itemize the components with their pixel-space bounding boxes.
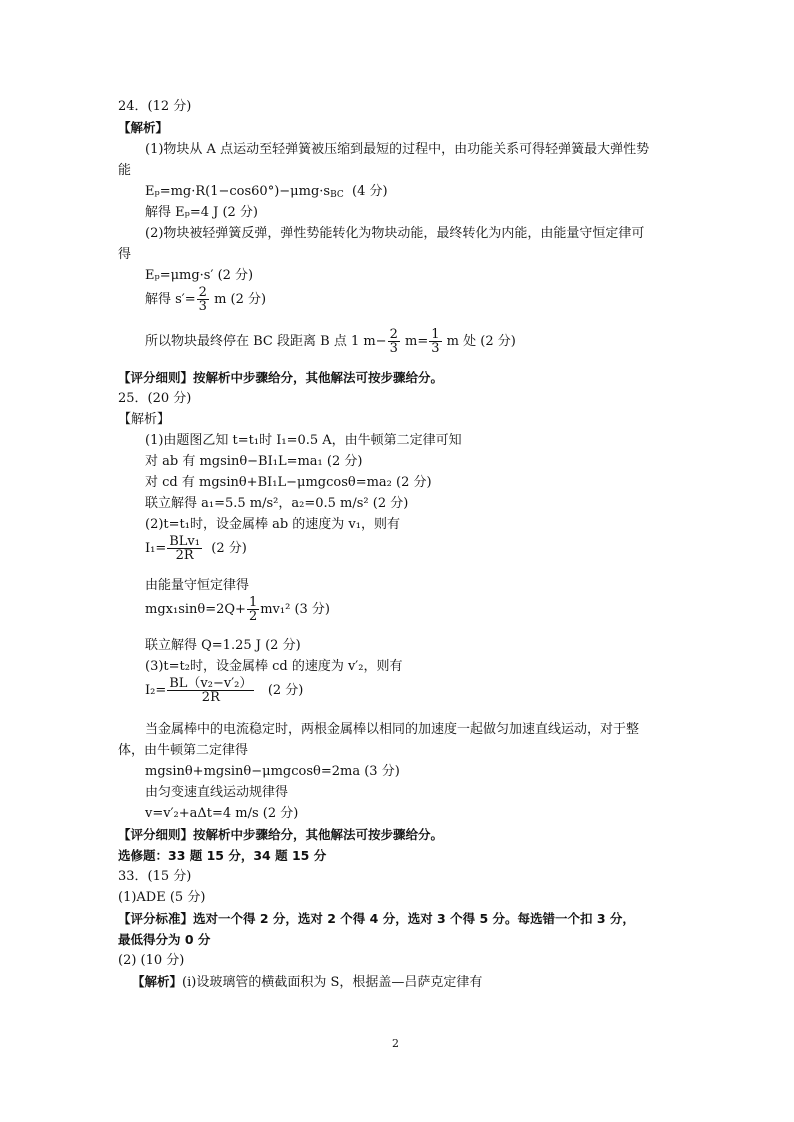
- q25-eq-energy: mgx₁sinθ=2Q+ $\frac{1}{2}$ mv₁² (3 分): [145, 595, 330, 624]
- q25-scoring-rule: 【评分细则】按解析中步骤给分，其他解法可按步骤给分。: [118, 827, 444, 842]
- q24-solve-s: 解得 s′= $\frac{2}{3}$ m (2 分): [145, 285, 267, 314]
- q25-line9: 联立解得 Q=1.25 J (2 分): [145, 638, 301, 653]
- q25-line15: v=v′₂+aΔt=4 m/s (2 分): [145, 806, 299, 821]
- q25-line5: (2)t=t₁时，设金属棒 ab 的速度为 v₁，则有: [145, 517, 400, 532]
- q24-line5: Eₚ=μmg·s′ (2 分): [145, 268, 254, 283]
- q24-analysis-tag: 【解析】: [118, 120, 169, 135]
- q24-final-position: 所以物块最终停在 BC 段距离 B 点 1 m− $\frac{2}{3}$ m= $\frac{1}{3}$ m 处 (2 分): [145, 327, 516, 356]
- q25-line4: 联立解得 a₁=5.5 m/s²，a₂=0.5 m/s² (2 分): [145, 496, 409, 511]
- q25-line7: 由能量守恒定律得: [145, 578, 250, 593]
- fraction: $\frac{\text{BL（v₂−v′₂）}}{2R}$: [169, 676, 253, 705]
- q33-part2-heading: (2) (10 分): [118, 953, 185, 968]
- fraction: $\frac{2}{3}$: [389, 327, 398, 356]
- q24-eq-ep: $E_p=mg\cdot R(1-\cos 60^\circ)-\mu mg\cdot s_{BC}$ (4 分): [145, 184, 388, 200]
- q24-line4-cont: 得: [118, 247, 132, 262]
- q24-heading: 24．(12 分): [118, 99, 192, 114]
- q25-line3: 对 cd 有 mgsinθ+BI₁L−μmgcosθ=ma₂ (2 分): [145, 475, 432, 490]
- q33-scoring-standard: 【评分标准】选对一个得 2 分，选对 2 个得 4 分，选对 3 个得 5 分。每选错一个扣 3 分，: [118, 911, 635, 926]
- q25-line14: 由匀变速直线运动规律得: [145, 785, 289, 800]
- q25-line10: (3)t=t₂时，设金属棒 cd 的速度为 v′₂，则有: [145, 659, 403, 674]
- q25-line12-cont: 体，由牛顿第二定律得: [118, 743, 249, 758]
- fraction: $\frac{\text{BLv₁}}{2R}$: [169, 534, 200, 563]
- fraction: $\frac{1}{2}$: [248, 595, 258, 624]
- q24-scoring-rule: 【评分细则】按解析中步骤给分，其他解法可按步骤给分。: [118, 370, 444, 385]
- q24-line4: (2)物块被轻弹簧反弹，弹性势能转化为物块动能，最终转化为内能，由能量守恒定律可: [145, 226, 645, 241]
- q25-line12: 当金属棒中的电流稳定时，两根金属棒以相同的加速度一起做匀加速直线运动，对于整: [145, 722, 640, 737]
- q33-part1-answer: (1)ADE (5 分): [118, 890, 206, 905]
- q25-line13: mgsinθ+mgsinθ−μmgcosθ=2ma (3 分): [145, 764, 400, 779]
- page-number: 2: [392, 1037, 399, 1050]
- elective-heading: 选修题：33 题 15 分，34 题 15 分: [118, 848, 327, 863]
- q25-analysis-tag: 【解析】: [118, 412, 171, 427]
- q24-line3: 解得 Eₚ=4 J (2 分): [145, 205, 259, 220]
- q24-line1: (1)物块从 A 点运动至轻弹簧被压缩到最短的过程中，由功能关系可得轻弹簧最大弹性势: [145, 142, 650, 157]
- q33-heading: 33．(15 分): [118, 869, 192, 884]
- q24-line1-cont: 能: [118, 163, 132, 178]
- fraction: $\frac{1}{3}$: [431, 327, 440, 356]
- q25-eq-i2: I₂= $\frac{\text{BL（v₂−v′₂）}}{2R}$ (2 分): [145, 676, 304, 705]
- q25-line1: (1)由题图乙知 t=t₁时 I₁=0.5 A，由牛顿第二定律可知: [145, 433, 462, 448]
- q25-heading: 25．(20 分): [118, 391, 192, 406]
- q33-scoring-standard-cont: 最低得分为 0 分: [118, 932, 211, 947]
- q25-eq-i1: I₁= $\frac{\text{BLv₁}}{2R}$ (2 分): [145, 534, 247, 563]
- fraction: $\frac{2}{3}$: [198, 285, 207, 314]
- q33-part2-analysis: 【解析】(ⅰ)设玻璃管的横截面积为 S，根据盖—吕萨克定律有: [132, 974, 483, 990]
- q25-line2: 对 ab 有 mgsinθ−BI₁L=ma₁ (2 分): [145, 454, 363, 469]
